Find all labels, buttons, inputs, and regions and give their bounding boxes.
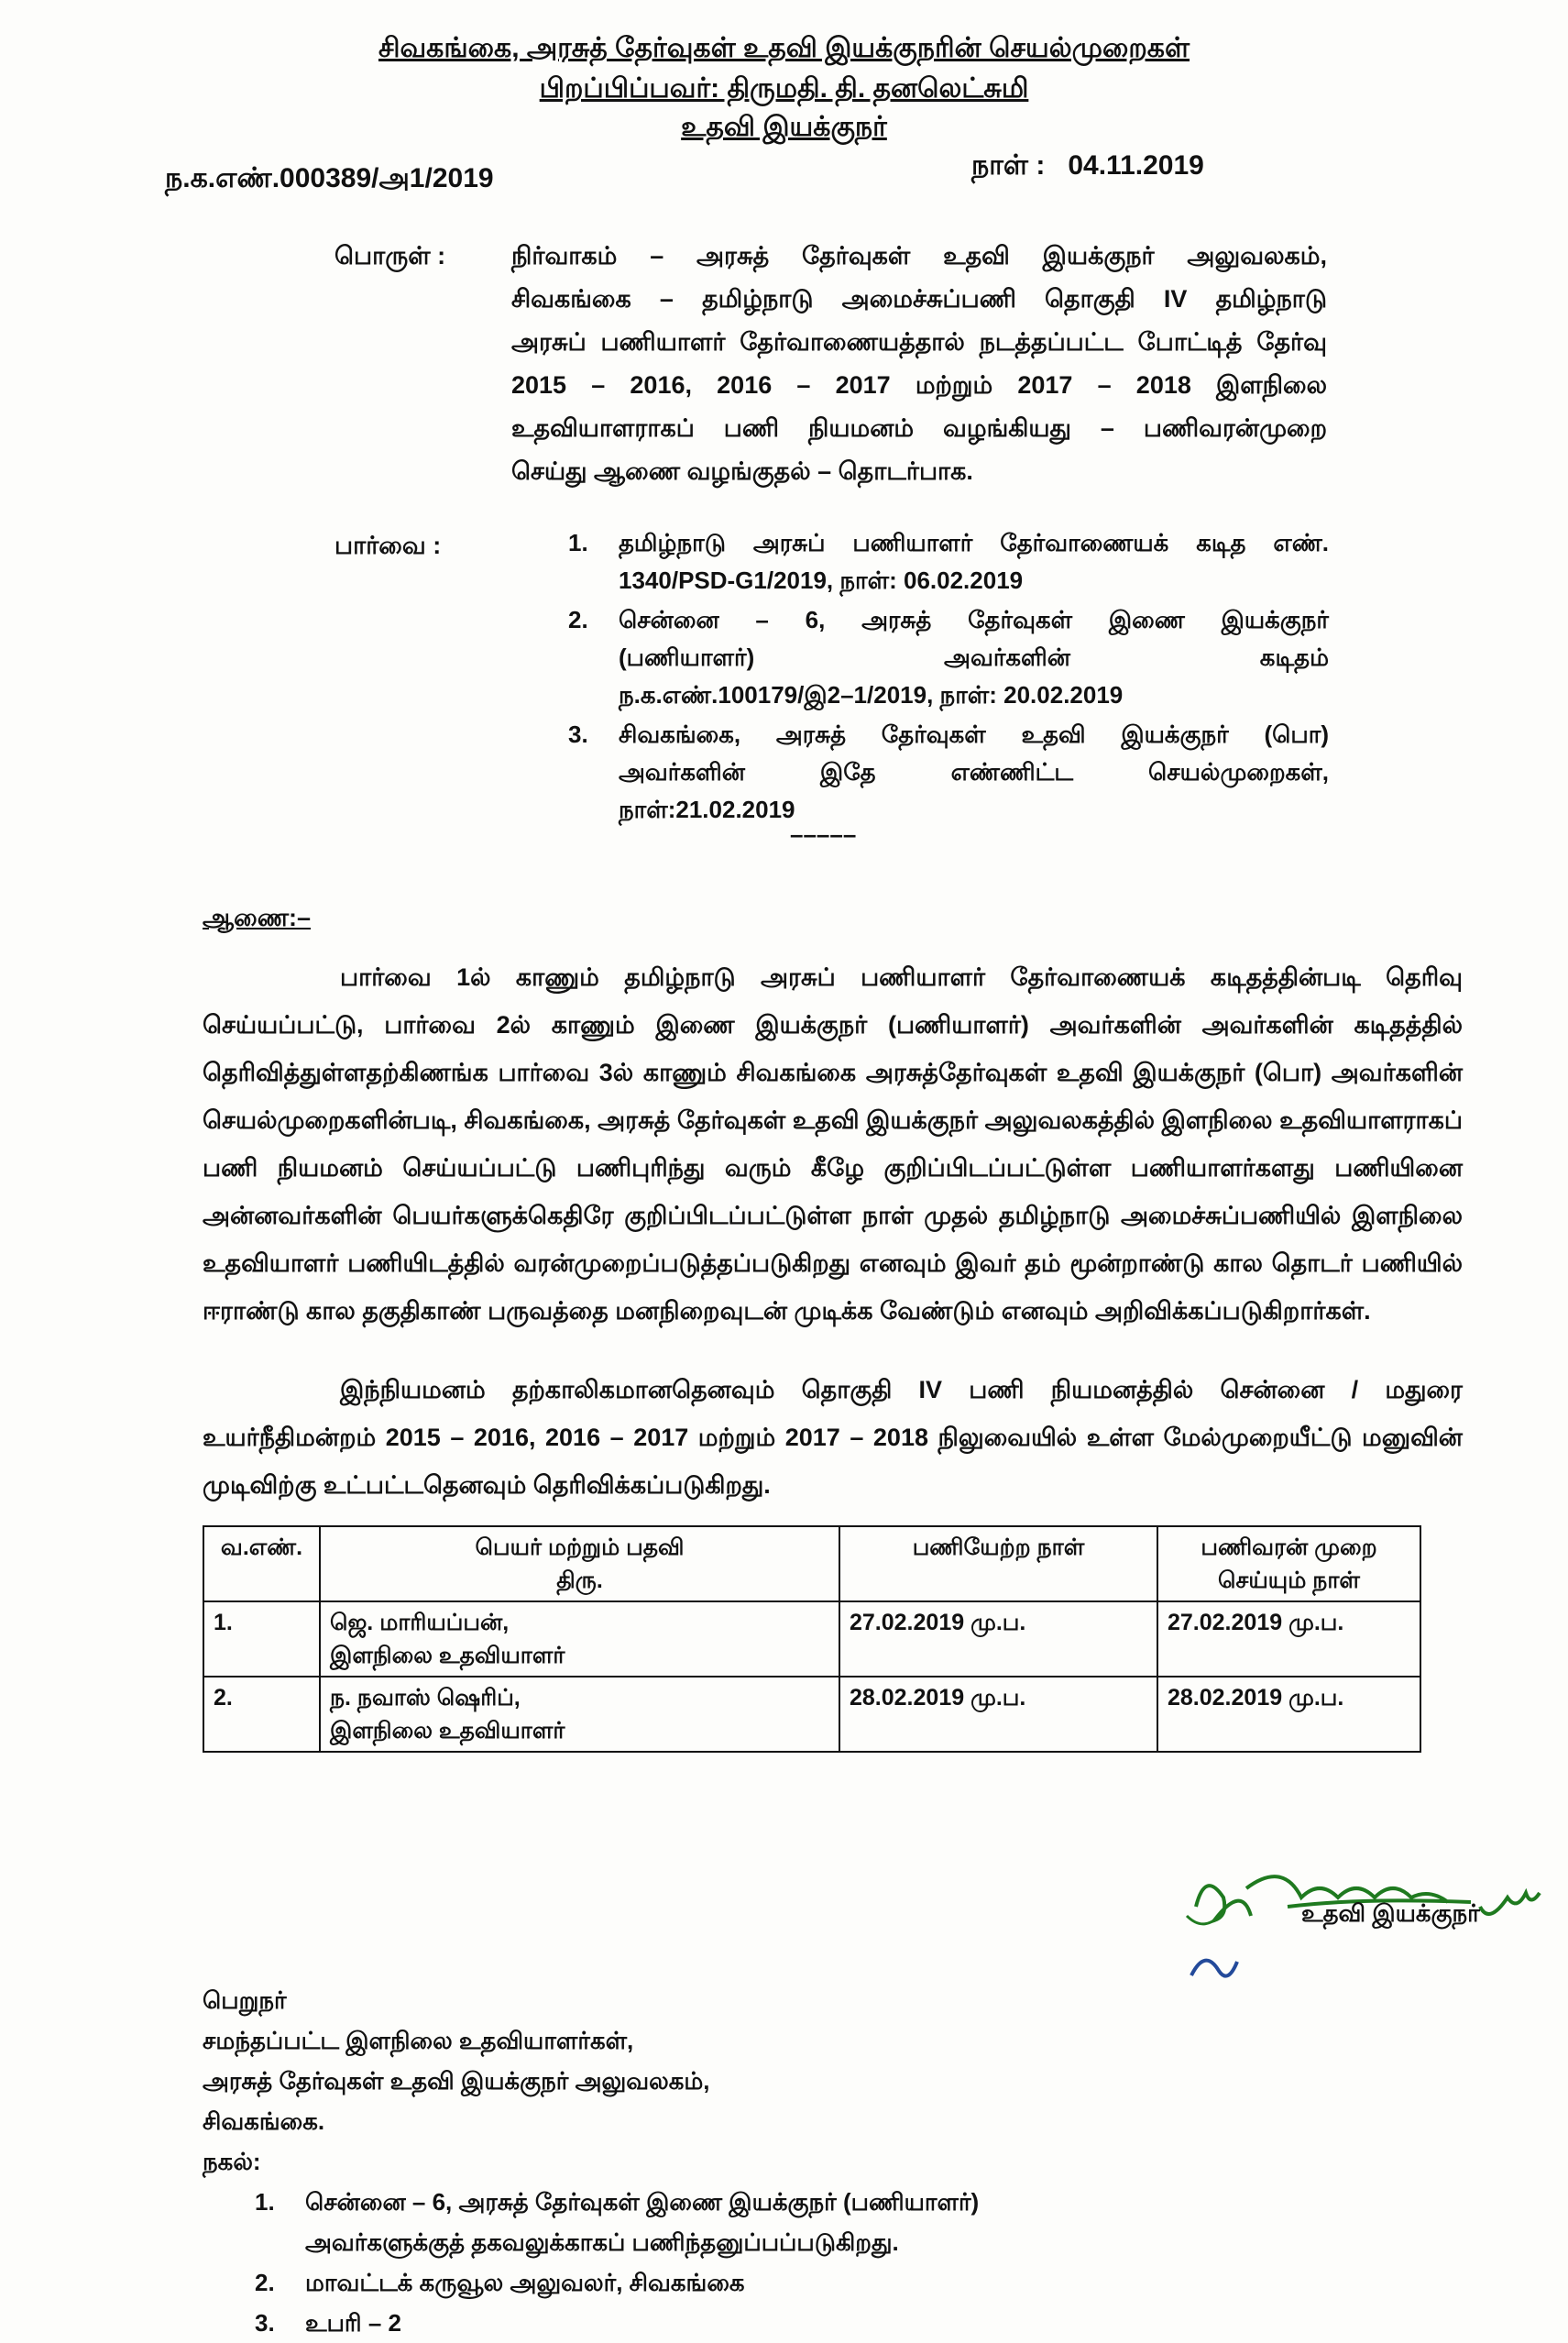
table-header-row [203, 1526, 1420, 1601]
header-name-line: திரு. [556, 1568, 603, 1593]
references-label: பார்வை : [334, 532, 442, 559]
copy-line: அவர்களுக்குத் தகவலுக்காகப் பணிந்தனுப்பப்படுகிறது. [305, 2228, 899, 2256]
reference-number: ந.க.எண்.000389/அ1/2019 [165, 163, 494, 193]
employee-post: இளநிலை உதவியாளர் [330, 1643, 565, 1668]
reference-number: 1. [568, 529, 588, 556]
issuer: பிறப்பிப்பவர்: திருமதி. தி. தனலெட்சுமி [539, 73, 1029, 104]
reference-line: ந.க.எண்.100179/இ2–1/2019, நாள்: 20.02.2019 [619, 681, 1124, 709]
signatory-designation: உதவி இயக்குநர் [1301, 1899, 1480, 1927]
reference-line: தமிழ்நாடு அரசுப் பணியாளர் தேர்வாணையக் கடித எண். [619, 529, 1329, 556]
date-label: நாள் : [971, 150, 1046, 181]
reference-item [568, 524, 1329, 600]
reference-item [568, 716, 1329, 829]
reference-number: 2. [568, 606, 588, 633]
header-joined: பணியேற்ற நாள் [839, 1526, 1157, 1601]
subject-line: செய்து ஆணை வழங்குதல் – தொடர்பாக. [511, 457, 973, 485]
recipient-line: அரசுத் தேர்வுகள் உதவி இயக்குநர் அலுவலகம், [203, 2067, 710, 2095]
subject-line: சிவகங்கை – தமிழ்நாடு அமைச்சுப்பணி தொகுதி IV தமிழ்நாடு [511, 285, 1327, 313]
reference-line: 1340/PSD-G1/2019, நாள்: 06.02.2019 [619, 566, 1024, 594]
table-row [203, 1677, 1420, 1752]
regularisation-table [203, 1525, 1421, 1753]
order-paragraph-2: இந்நியமனம் தற்காலிகமானதெனவும் தொகுதி IV பணி நியமனத்தில் சென்னை / மதுரை உயர்நீதிமன்றம் 2015 – 2016, 2016 – 2017 மற்றும் 2017 – 2018 நிலுவையில் உள்ள மேல்முறையீட்டு மனுவின் முடிவிற்கு உட்பட்டதெனவும் தெரிவிக்கப்படுகிறது. [203, 1376, 1463, 1499]
subject-label: பொருள் : [334, 242, 446, 270]
copy-line: மாவட்டக் கருவூல அலுவலர், சிவகங்கை [305, 2269, 745, 2296]
subject-line: உதவியாளராகப் பணி நியமனம் வழங்கியது – பணிவரன்முறை [511, 414, 1327, 442]
reference-line: சென்னை – 6, அரசுத் தேர்வுகள் இணை இயக்குநர் [619, 606, 1329, 633]
references-list [568, 524, 1329, 829]
copy-number: 3. [255, 2309, 275, 2337]
copy-label: நகல்: [203, 2148, 261, 2175]
copy-line: உபரி – 2 [305, 2309, 402, 2337]
reference-line: நாள்:21.02.2019 [619, 796, 795, 823]
header-regularised [1157, 1526, 1420, 1601]
header-name [320, 1526, 839, 1601]
separator: ––––– [790, 820, 857, 848]
copy-item [255, 2303, 979, 2343]
subject-line: நிர்வாகம் – அரசுத் தேர்வுகள் உதவி இயக்குநர் அலுவலகம், [511, 242, 1327, 270]
subject-text [511, 235, 1327, 493]
copy-number: 1. [255, 2188, 275, 2216]
copy-item [255, 2262, 979, 2303]
cell-sno: 1. [203, 1601, 320, 1677]
recipient-line: சமந்தப்பட்ட இளநிலை உதவியாளர்கள், [203, 2027, 634, 2054]
subject-line: அரசுப் பணியாளர் தேர்வாணையத்தால் நடத்தப்பட்ட போட்டித் தேர்வு [511, 328, 1327, 356]
recipients-label: பெறுநர் [203, 1986, 287, 2014]
date-line [971, 150, 1204, 185]
header-name-line: பெயர் மற்றும் பதவி [475, 1534, 685, 1560]
date-value: 04.11.2019 [1068, 150, 1204, 181]
cell-joined: 27.02.2019 மு.ப. [839, 1601, 1157, 1677]
issuer-designation: உதவி இயக்குநர் [681, 112, 887, 142]
recipient-line: சிவகங்கை. [203, 2107, 325, 2135]
copy-number: 2. [255, 2269, 275, 2296]
reference-number: 3. [568, 720, 588, 748]
header-sno: வ.எண். [203, 1526, 320, 1601]
cell-name [320, 1601, 839, 1677]
reference-line: சிவகங்கை, அரசுத் தேர்வுகள் உதவி இயக்குநர் (பொ) [619, 720, 1329, 748]
order-paragraph-1: பார்வை 1ல் காணும் தமிழ்நாடு அரசுப் பணியாளர் தேர்வாணையக் கடிதத்தின்படி தெரிவு செய்யப்பட்டு, பார்வை 2ல் காணும் இணை இயக்குநர் (பணியாளர்) அவர்களின் அவர்களின் கடிதத்தில் தெரிவித்துள்ளதற்கிணங்க பார்வை 3ல் காணும் சிவகங்கை அரசுத்தேர்வுகள் உதவி இயக்குநர் (பொ) அவர்களின் செயல்முறைகளின்படி, சிவகங்கை, அரசுத் தேர்வுகள் உதவி இயக்குநர் அலுவலகத்தில் இளநிலை உதவியாளராகப் பணி நியமனம் செய்யப்பட்டு பணிபுரிந்து வரும் கீழே குறிப்பிடப்பட்டுள்ள பணியாளர்களது பணியினை அன்னவர்களின் பெயர்களுக்கெதிரே குறிப்பிடப்பட்டுள்ள நாள் முதல் தமிழ்நாடு அமைச்சுப்பணியில் இளநிலை உதவியாளர் பணியிடத்தில் வரன்முறைப்படுத்தப்படுகிறது எனவும் இவர் தம் மூன்றாண்டு கால தொடர் பணியில் ஈராண்டு கால தகுதிகாண் பருவத்தை மனநிறைவுடன் முடிக்க வேண்டும் எனவும் அறிவிக்கப்படுகிறார்கள். [203, 963, 1463, 1325]
document-title: சிவகங்கை, அரசுத் தேர்வுகள் உதவி இயக்குநரின் செயல்முறைகள் [378, 33, 1190, 63]
header-regularised-line: செய்யும் நாள் [1218, 1568, 1360, 1593]
subject-line: 2015 – 2016, 2016 – 2017 மற்றும் 2017 – 2018 இளநிலை [511, 371, 1327, 399]
order-heading: ஆணை:– [203, 904, 312, 931]
copy-item [255, 2182, 979, 2262]
reference-line: (பணியாளர்) அவர்களின் கடிதம் [619, 644, 1329, 671]
copy-line: சென்னை – 6, அரசுத் தேர்வுகள் இணை இயக்குநர் (பணியாளர்) [305, 2188, 980, 2216]
reference-line: அவர்களின் இதே எண்ணிட்ட செயல்முறைகள், [619, 758, 1329, 786]
cell-regularised: 27.02.2019 மு.ப. [1157, 1601, 1420, 1677]
cell-sno: 2. [203, 1677, 320, 1752]
table-row [203, 1601, 1420, 1677]
cell-joined: 28.02.2019 மு.ப. [839, 1677, 1157, 1752]
cell-name [320, 1677, 839, 1752]
reference-item [568, 601, 1329, 714]
cell-regularised: 28.02.2019 மு.ப. [1157, 1677, 1420, 1752]
copy-list [255, 2182, 979, 2343]
employee-name: ந. நவாஸ் ஷெரிப், [330, 1685, 521, 1710]
employee-name: ஜெ. மாரியப்பன், [330, 1610, 510, 1635]
employee-post: இளநிலை உதவியாளர் [330, 1718, 565, 1744]
recipients [203, 1980, 710, 2182]
header-regularised-line: பணிவரன் முறை [1201, 1534, 1377, 1560]
